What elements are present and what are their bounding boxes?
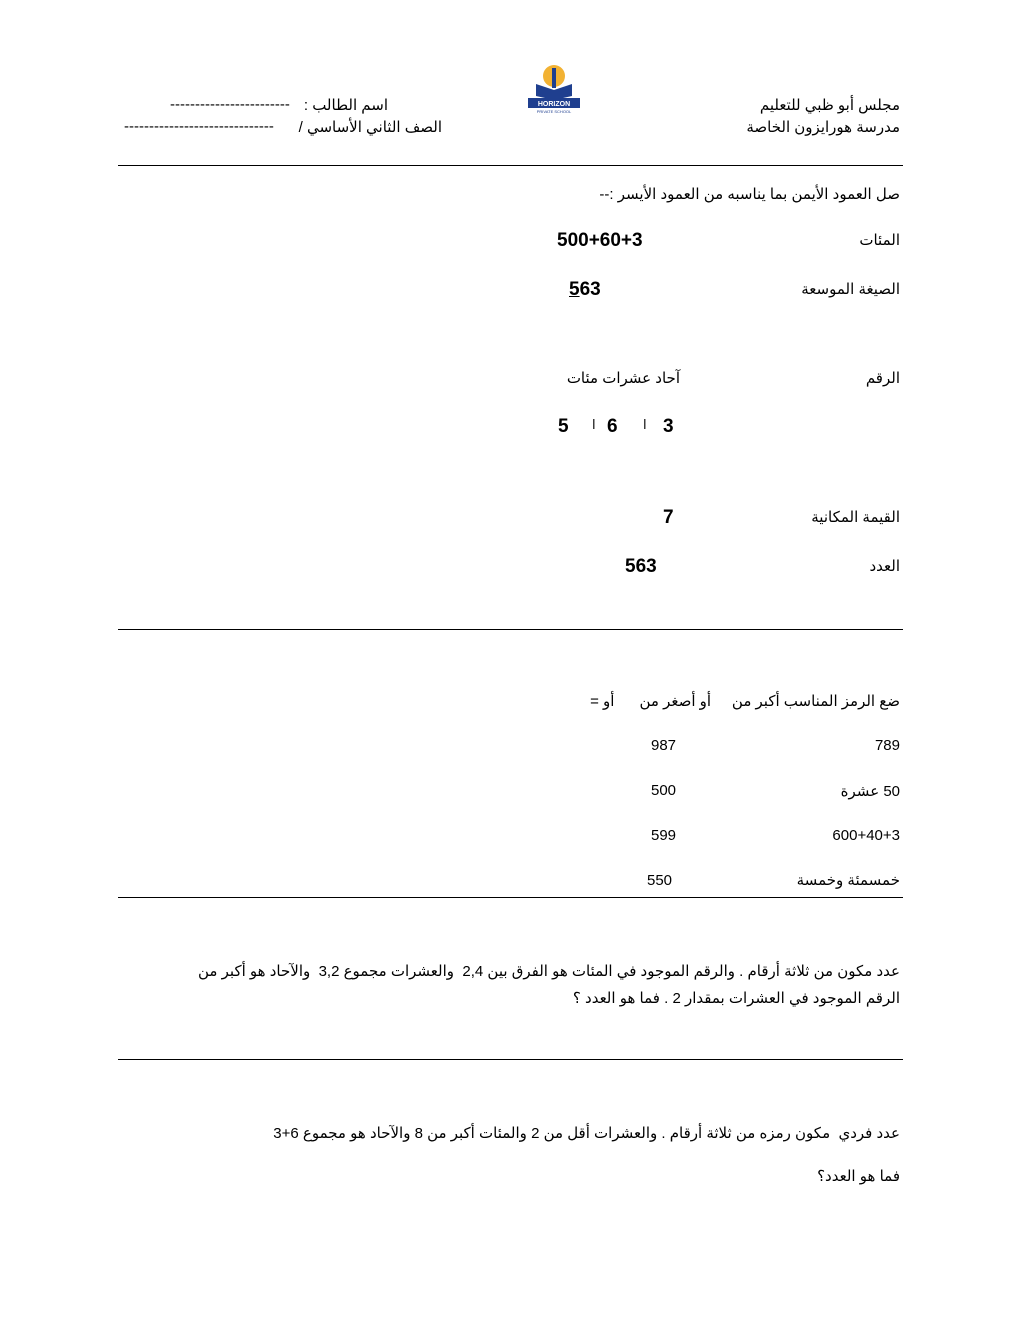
digit-hundreds: 5 bbox=[558, 416, 569, 437]
logo-subtext: PRIVATE SCHOOL bbox=[536, 109, 572, 114]
compare-left-4: 550 bbox=[647, 872, 673, 889]
compare-right-1: 789 bbox=[874, 737, 900, 754]
compare-instruction: ضع الرمز المناسب أكبر من أو أصغر من أو = bbox=[590, 693, 900, 710]
remaining-digits: 63 bbox=[579, 279, 601, 300]
council-name: مجلس أبو ظبي للتعليم bbox=[759, 97, 900, 114]
label-digit: الرقم bbox=[865, 370, 900, 387]
compare-left-3: 599 bbox=[651, 827, 677, 844]
compare-right-4: خمسمئة وخمسة bbox=[796, 872, 900, 889]
digit-ones: 3 bbox=[663, 416, 674, 437]
compare-left-2: 500 bbox=[651, 782, 677, 799]
separator-1: ا bbox=[643, 417, 647, 432]
label-place-value: القيمة المكانية bbox=[811, 509, 900, 526]
place-headers: آحاد عشرات مئات bbox=[566, 370, 680, 387]
place-value-answer: 7 bbox=[663, 507, 674, 528]
student-name-blank: ------------------------ bbox=[170, 96, 290, 113]
compare-right-2: 50 عشرة bbox=[840, 783, 900, 800]
label-hundreds: المئات bbox=[859, 232, 900, 249]
riddle-2-line-1: عدد فردي مكون رمزه من ثلاثة أرقام . والعشرات أقل من 2 والمئات أكبر من 8 والآحاد هو مجموع 6+3 bbox=[273, 1125, 900, 1142]
grade-label: الصف الثاني الأساسي / bbox=[298, 119, 442, 136]
number-value-underlined bbox=[569, 279, 601, 301]
divider bbox=[118, 1059, 903, 1060]
school-name: مدرسة هورايزون الخاصة bbox=[746, 119, 900, 136]
school-logo bbox=[526, 62, 582, 114]
riddle-1-line-1: عدد مكون من ثلاثة أرقام . والرقم الموجود في المئات هو الفرق بين 2,4 والعشرات مجموع 3,2 والآحاد هو أكبر من bbox=[198, 963, 900, 980]
underlined-digit: 5 bbox=[569, 279, 580, 300]
riddle-2-line-2: فما هو العدد؟ bbox=[817, 1168, 900, 1185]
divider bbox=[118, 629, 903, 630]
label-number: العدد bbox=[869, 558, 900, 575]
matching-instruction: صل العمود الأيمن بما يناسبه من العمود الأيسر :-- bbox=[599, 186, 900, 203]
compare-right-3: 600+40+3 bbox=[832, 827, 900, 844]
separator-2: ا bbox=[592, 417, 596, 432]
student-name-label: اسم الطالب : bbox=[303, 97, 388, 114]
riddle-1-line-2: الرقم الموجود في العشرات بمقدار 2 . فما هو العدد ؟ bbox=[572, 990, 900, 1007]
logo-text: HORIZON bbox=[537, 101, 571, 108]
compare-left-1: 987 bbox=[651, 737, 677, 754]
divider bbox=[118, 897, 903, 898]
label-expanded-form: الصيغة الموسعة bbox=[801, 281, 900, 298]
divider bbox=[118, 165, 903, 166]
expanded-value: 500+60+3 bbox=[557, 230, 643, 251]
grade-blank: ------------------------------ bbox=[124, 118, 274, 135]
digit-tens: 6 bbox=[607, 416, 618, 437]
number-answer: 563 bbox=[625, 556, 657, 577]
